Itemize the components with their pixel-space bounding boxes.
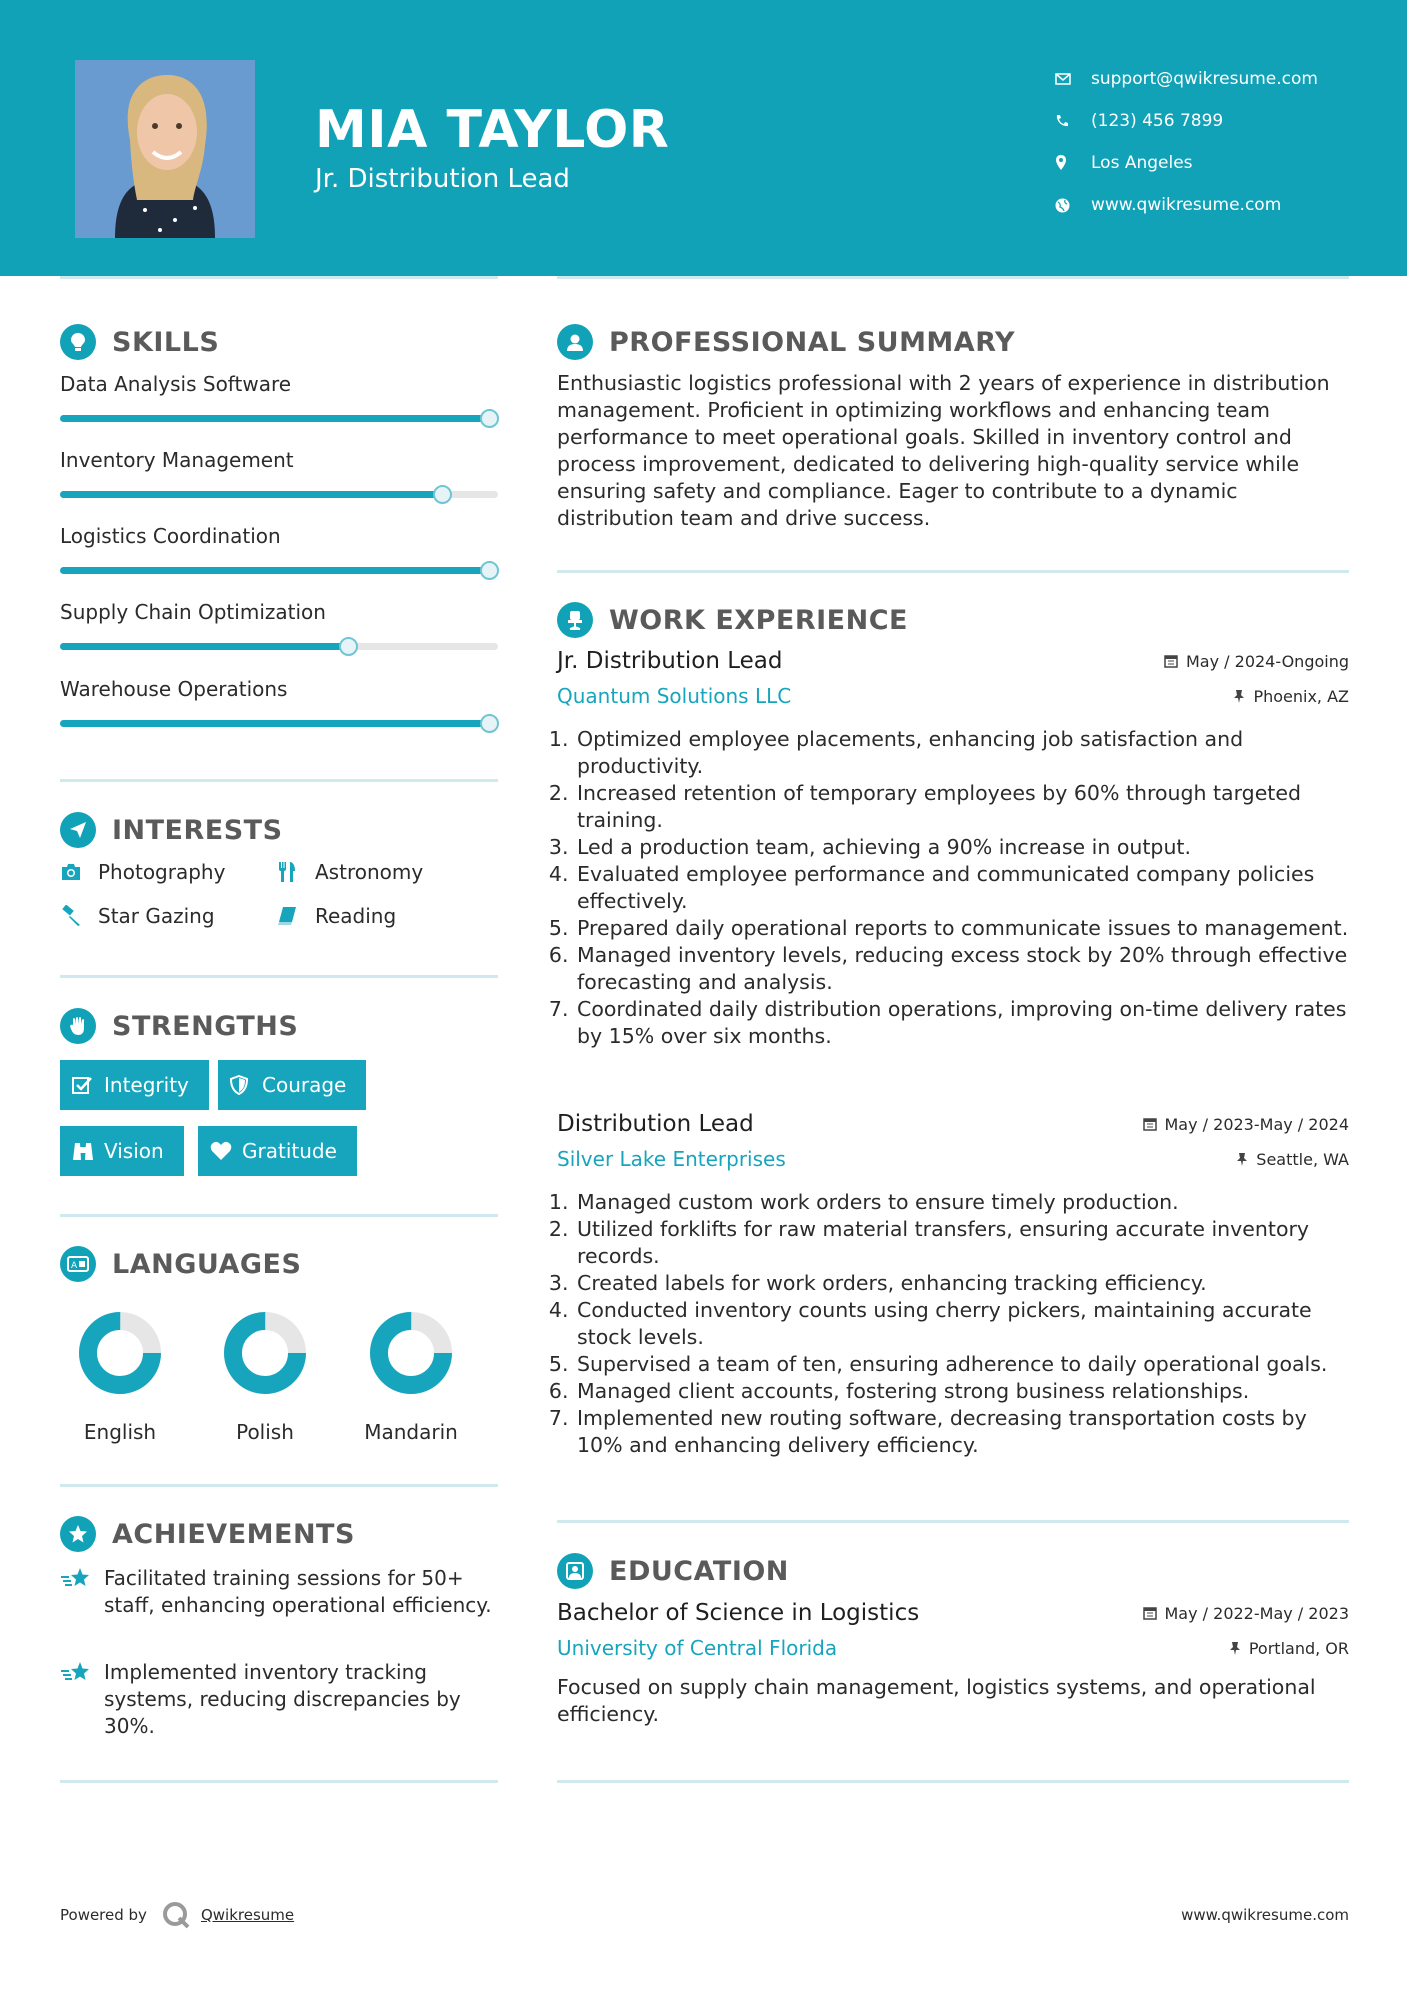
lightbulb-icon: [60, 324, 96, 360]
skill-bar-fill: [60, 491, 441, 498]
summary-heading: PROFESSIONAL SUMMARY: [557, 324, 1015, 360]
graduate-icon: [557, 1553, 593, 1589]
list-item: 4. Evaluated employee performance and communicated company policies effectively.: [575, 861, 1349, 915]
envelope-icon: [1055, 73, 1091, 85]
contact-phone[interactable]: (123) 456 7899: [1055, 100, 1385, 142]
divider: [557, 570, 1349, 573]
pin-icon: [1229, 1641, 1241, 1655]
divider: [557, 1780, 1349, 1783]
phone-icon: [1055, 114, 1091, 128]
strength-badge: Integrity: [60, 1060, 209, 1110]
interest-item: Photography: [60, 860, 225, 884]
job-entry: [557, 1111, 1349, 1459]
calendar-icon: [1164, 654, 1178, 668]
check-square-icon: [72, 1076, 104, 1094]
skill-bar-knob: [480, 409, 499, 428]
calendar-icon: [1143, 1117, 1157, 1131]
pin-icon: [1233, 689, 1245, 703]
divider: [60, 276, 498, 279]
shield-icon: [230, 1075, 262, 1095]
skill-item: Data Analysis Software: [60, 372, 500, 396]
job-bullets: [557, 726, 1349, 1050]
language-item: Polish: [200, 1308, 330, 1444]
job-bullets: [557, 1189, 1349, 1459]
skill-item: Warehouse Operations: [60, 677, 500, 701]
skill-bar: [60, 567, 498, 574]
divider: [60, 1214, 498, 1217]
list-item: 1. Optimized employee placements, enhancing job satisfaction and productivity.: [575, 726, 1349, 780]
map-pin-icon: [1055, 155, 1091, 171]
skill-bar-fill: [60, 643, 347, 650]
camera-icon: [60, 863, 98, 881]
strengths-heading: STRENGTHS: [60, 1008, 298, 1044]
skill-item: Supply Chain Optimization: [60, 600, 500, 624]
interests-heading: INTERESTS: [60, 812, 283, 848]
utensils-icon: [277, 861, 315, 883]
interest-item: Star Gazing: [60, 904, 215, 928]
skill-bar-knob: [480, 714, 499, 733]
skill-bar-fill: [60, 720, 488, 727]
strength-badge: Courage: [218, 1060, 366, 1110]
skill-bar-knob: [339, 637, 358, 656]
skill-item: Logistics Coordination: [60, 524, 500, 548]
skill-bar: [60, 415, 498, 422]
school: University of Central Florida: [557, 1636, 838, 1660]
job-position: Jr. Distribution Lead: [557, 648, 783, 674]
user-icon: [557, 324, 593, 360]
divider: [60, 779, 498, 782]
list-item: 3. Led a production team, achieving a 90% increase in output.: [575, 834, 1349, 861]
skill-bar-fill: [60, 567, 488, 574]
star-badge-icon: [60, 1516, 96, 1552]
skill-item: Inventory Management: [60, 448, 500, 472]
list-item: 2. Utilized forklifts for raw material transfers, ensuring accurate inventory records.: [575, 1216, 1349, 1270]
skill-bar-fill: [60, 415, 488, 422]
education-date: May / 2022-May / 2023: [1143, 1604, 1350, 1623]
list-item: 3. Created labels for work orders, enhancing tracking efficiency.: [575, 1270, 1349, 1297]
divider: [60, 1780, 498, 1783]
languages-heading: A LANGUAGES: [60, 1246, 301, 1282]
interest-item: Reading: [277, 904, 396, 928]
book-icon: [277, 906, 315, 926]
footer-powered-by: Powered by Qwikresume: [60, 1900, 294, 1930]
job-location: Phoenix, AZ: [1233, 687, 1349, 706]
gavel-icon: [60, 905, 98, 927]
job-company: Silver Lake Enterprises: [557, 1147, 786, 1171]
summary-text: Enthusiastic logistics professional with 2 years of experience in distribution management. Proficient in optimizing workflows and enhancing team performance to meet operational goals. Skilled in inventory control and process improvement, dedicated to delivering high-quality service while ensuring safety and compliance. Eager to contribute to a dynamic distribution team and drive success.: [557, 371, 1330, 530]
interest-item: Astronomy: [277, 860, 423, 884]
language-donut: [366, 1308, 456, 1398]
qwikresume-link[interactable]: Qwikresume: [200, 1906, 295, 1924]
skills-heading: SKILLS: [60, 324, 219, 360]
hand-icon: [60, 1008, 96, 1044]
job-date: May / 2023-May / 2024: [1143, 1115, 1350, 1134]
profile-photo: [75, 60, 255, 238]
qwikresume-logo-icon: [161, 1900, 191, 1930]
pin-icon: [1236, 1152, 1248, 1166]
experience-heading: WORK EXPERIENCE: [557, 602, 908, 638]
list-item: 6. Managed inventory levels, reducing excess stock by 20% through effective forecasting and analysis.: [575, 942, 1349, 996]
skill-bar: [60, 720, 498, 727]
achievement-item: Facilitated training sessions for 50+ staff, enhancing operational efficiency.: [60, 1565, 500, 1619]
globe-icon: [1055, 198, 1091, 213]
achievement-item: Implemented inventory tracking systems, reducing discrepancies by 30%.: [60, 1659, 500, 1740]
contact-email[interactable]: support@qwikresume.com: [1055, 58, 1385, 100]
achievements-heading: ACHIEVEMENTS: [60, 1516, 355, 1552]
footer-website[interactable]: www.qwikresume.com: [1181, 1906, 1349, 1924]
divider: [557, 1520, 1349, 1523]
list-item: 5. Prepared daily operational reports to communicate issues to management.: [575, 915, 1349, 942]
job-entry: [557, 648, 1349, 1050]
divider: [557, 276, 1349, 279]
list-item: 1. Managed custom work orders to ensure timely production.: [575, 1189, 1349, 1216]
strength-badge: Vision: [60, 1126, 184, 1176]
svg-text:A: A: [71, 1261, 78, 1271]
job-position: Distribution Lead: [557, 1111, 754, 1137]
calendar-icon: [1143, 1606, 1157, 1620]
office-chair-icon: [557, 602, 593, 638]
candidate-name: MIA TAYLOR: [315, 100, 670, 160]
skill-bar: [60, 643, 498, 650]
contact-website[interactable]: www.qwikresume.com: [1055, 184, 1385, 226]
resume-header: [0, 0, 1407, 276]
heart-icon: [210, 1141, 242, 1161]
divider: [60, 975, 498, 978]
candidate-title: Jr. Distribution Lead: [315, 164, 570, 194]
skill-bar-knob: [433, 485, 452, 504]
skill-bar: [60, 491, 498, 498]
skill-bar-knob: [480, 561, 499, 580]
language-donut: [75, 1308, 165, 1398]
contact-info: [1055, 58, 1385, 226]
strength-badge: Gratitude: [198, 1126, 357, 1176]
shooting-star-icon: [60, 1565, 104, 1619]
job-date: May / 2024-Ongoing: [1164, 652, 1349, 671]
job-location: Seattle, WA: [1236, 1150, 1349, 1169]
paper-plane-icon: [60, 812, 96, 848]
language-donut: [220, 1308, 310, 1398]
language-item: English: [55, 1308, 185, 1444]
job-company: Quantum Solutions LLC: [557, 684, 792, 708]
language-item: Mandarin: [346, 1308, 476, 1444]
list-item: 6. Managed client accounts, fostering strong business relationships.: [575, 1378, 1349, 1405]
shooting-star-icon: [60, 1659, 104, 1740]
divider: [60, 1484, 498, 1487]
language-icon: [60, 1246, 96, 1282]
list-item: 7. Implemented new routing software, decreasing transportation costs by 10% and enhancing delivery efficiency.: [575, 1405, 1349, 1459]
education-heading: EDUCATION: [557, 1553, 789, 1589]
education-location: Portland, OR: [1229, 1639, 1349, 1658]
education-entry: [557, 1600, 1349, 1728]
binoculars-icon: [72, 1141, 104, 1161]
degree: Bachelor of Science in Logistics: [557, 1600, 920, 1626]
list-item: 7. Coordinated daily distribution operations, improving on-time delivery rates by 15% over six months.: [575, 996, 1349, 1050]
list-item: 4. Conducted inventory counts using cherry pickers, maintaining accurate stock levels.: [575, 1297, 1349, 1351]
list-item: 2. Increased retention of temporary employees by 60% through targeted training.: [575, 780, 1349, 834]
list-item: 5. Supervised a team of ten, ensuring adherence to daily operational goals.: [575, 1351, 1349, 1378]
contact-location: Los Angeles: [1055, 142, 1385, 184]
education-description: Focused on supply chain management, logistics systems, and operational efficiency.: [557, 1675, 1316, 1726]
